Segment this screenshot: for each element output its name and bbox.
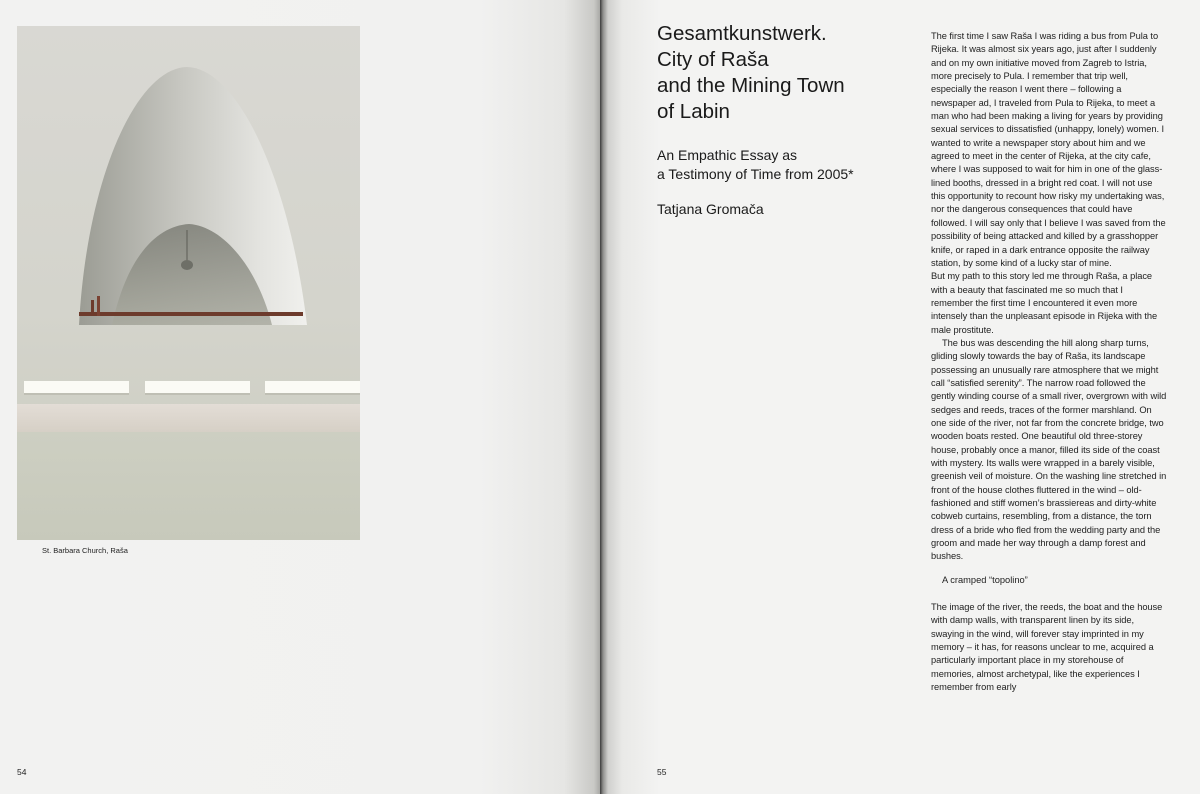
body-paragraph-1: The first time I saw Raša I was riding a bus from Pula to Rijeka. It was almost six years ago, just after I suddenly and on my own initiative moved from Zagreb to Istria, more precisely to Pula. I remember that trip well, especially the reason I went there – following a newspaper ad, I traveled from Pula to Rijeka, to meet a man who had been making a living for years by providing sexual services to dissatisfied (unhappy, lonely) women. I wanted to write a newspaper story about him and we agreed to meet in the center of Rijeka, at the city cafe, where I was supposed to wait for him in one of the glass-lined booths, dressed in a bright red coat. I will not use this opportunity to recount how risky my undertaking was, nor the dangerous consequences that could have followed. I will say only that I believe I was saved from the possibility of being attacked and killed by a grasshopper knife, or raped in a dark entrance opposite the railway station, by some kind of a lucky star of mine. [931,31,1166,268]
body-paragraph-2: But my path to this story led me through Raša, a place with a beauty that fascinated me so much that I remember the first time I encountered it even more intensely than the unpleasant episode in Rijeka with the male prostitute. [931,271,1158,335]
title-line-4: of Labin [657,100,730,123]
body-paragraph-4: The image of the river, the reeds, the boat and the house with damp walls, with transparent linen by its side, swaying in the wind, will forever stay imprinted in my memory – it has, for reasons unclear to me, acquired a particularly important place in my storehouse of memories, almost archetypal, like the experiences I remember from early [931,602,1163,693]
subtitle-line-1: An Empathic Essay as [657,147,798,163]
body-text-column [931,30,1167,695]
subtitle-line-2: a Testimony of Time from 2005* [657,166,854,182]
title-line-2: City of Raša [657,48,769,71]
section-subheading: A cramped “topolino” [942,574,1028,585]
essay-title [657,21,887,125]
title-line-3: and the Mining Town [657,74,845,97]
photo-caption: St. Barbara Church, Raša [42,546,128,555]
body-paragraph-3: The bus was descending the hill along sharp turns, gliding slowly towards the bay of Raša, its landscape possessing an unusually rare atmosphere that we might call “satisfied serenity”. The narrow road followed the gently winding course of a small river, overgrown with wild sedges and reeds, traces of the former marshland. On one side of the river, not far from the concrete bridge, two wooden boats rested. One beautiful old three-storey house, probably once a manor, filled its side of the coast with mystery. Its walls were wrapped in a barely visible, greenish veil of moisture. On the washing line stretched in front of the house clothes fluttered in the wind – old-fashioned and stiff women’s brassiereas and dirty-white cobweb curtains, resembling, from a distance, the torn dress of a bride who fled from the wedding party and the groom and made her way through a damp forest and bushes. [931,337,1167,562]
church-interior-photo [17,26,360,540]
page-number-left: 54 [17,767,27,777]
title-line-1: Gesamtkunstwerk. [657,22,827,45]
right-page [600,0,1200,794]
author-name: Tatjana Gromača [657,201,764,217]
essay-subtitle [657,146,917,184]
page-number-right: 55 [657,767,667,777]
